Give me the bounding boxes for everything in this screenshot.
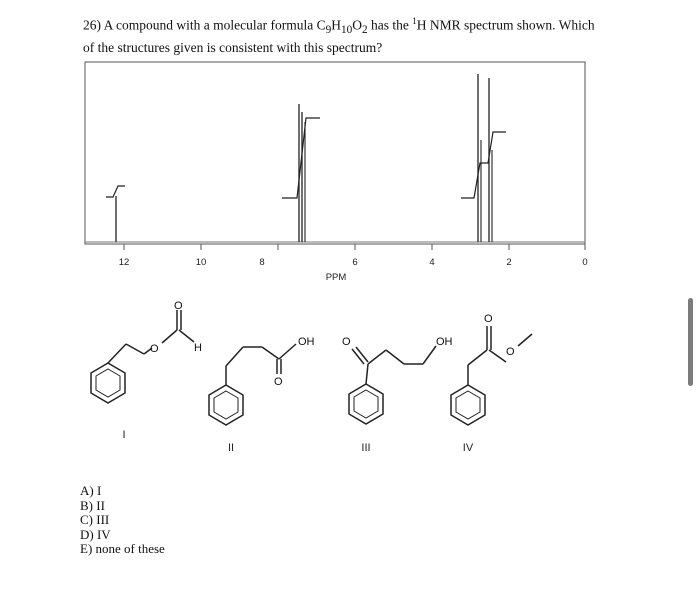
structure-2 [209,344,296,425]
x-tick-8: 8 [259,257,265,268]
s3-hydroxyl: OH [436,336,453,348]
structure-1 [91,310,194,403]
integral-7ppm [282,118,320,198]
choice-c[interactable]: C) III [80,512,110,527]
x-tick-6: 6 [352,257,358,268]
question-text: 26) A compound with a molecular formula $C_9H_{10}O_2$ has the $^1$H NMR spectrum shown. Which of the structures given is consistent with this spectrum? [83,16,595,56]
structure-3 [349,346,436,424]
x-tick-10: 10 [195,257,207,268]
s3-ketone-oxygen: O [342,336,351,348]
x-tick-2: 2 [506,257,512,268]
choice-d[interactable]: D) IV [80,526,111,542]
answer-choices [80,484,165,557]
structure-label-1: I [122,429,126,441]
s4-carbonyl-oxygen: O [484,313,493,325]
structure-4 [451,326,532,425]
integral-12ppm [106,186,125,197]
choice-b[interactable]: B) II [80,497,105,513]
x-tick-4: 4 [429,257,435,268]
structure-label-4: IV [462,442,474,454]
scrollbar-thumb[interactable] [688,298,693,386]
choice-a[interactable]: A) I [80,483,102,498]
x-tick-12: 12 [118,257,130,268]
s1-carbonyl-oxygen: O [174,300,183,312]
integral-3ppm [461,132,506,198]
question-number: 26) [83,17,101,33]
s4-ester-oxygen: O [506,346,515,358]
choice-e[interactable]: E) none of these [80,541,165,556]
spectrum-frame [85,62,585,244]
structure-label-2: II [227,442,235,454]
x-axis-ticks [124,244,585,250]
s2-hydroxyl: OH [298,336,315,348]
s2-carbonyl-oxygen: O [274,376,283,388]
s1-aldehyde-hydrogen: H [194,342,202,354]
x-tick-0: 0 [582,257,588,268]
x-axis-label: PPM [325,272,347,283]
s1-ester-oxygen: O [150,343,159,355]
structure-label-3: III [361,442,371,454]
